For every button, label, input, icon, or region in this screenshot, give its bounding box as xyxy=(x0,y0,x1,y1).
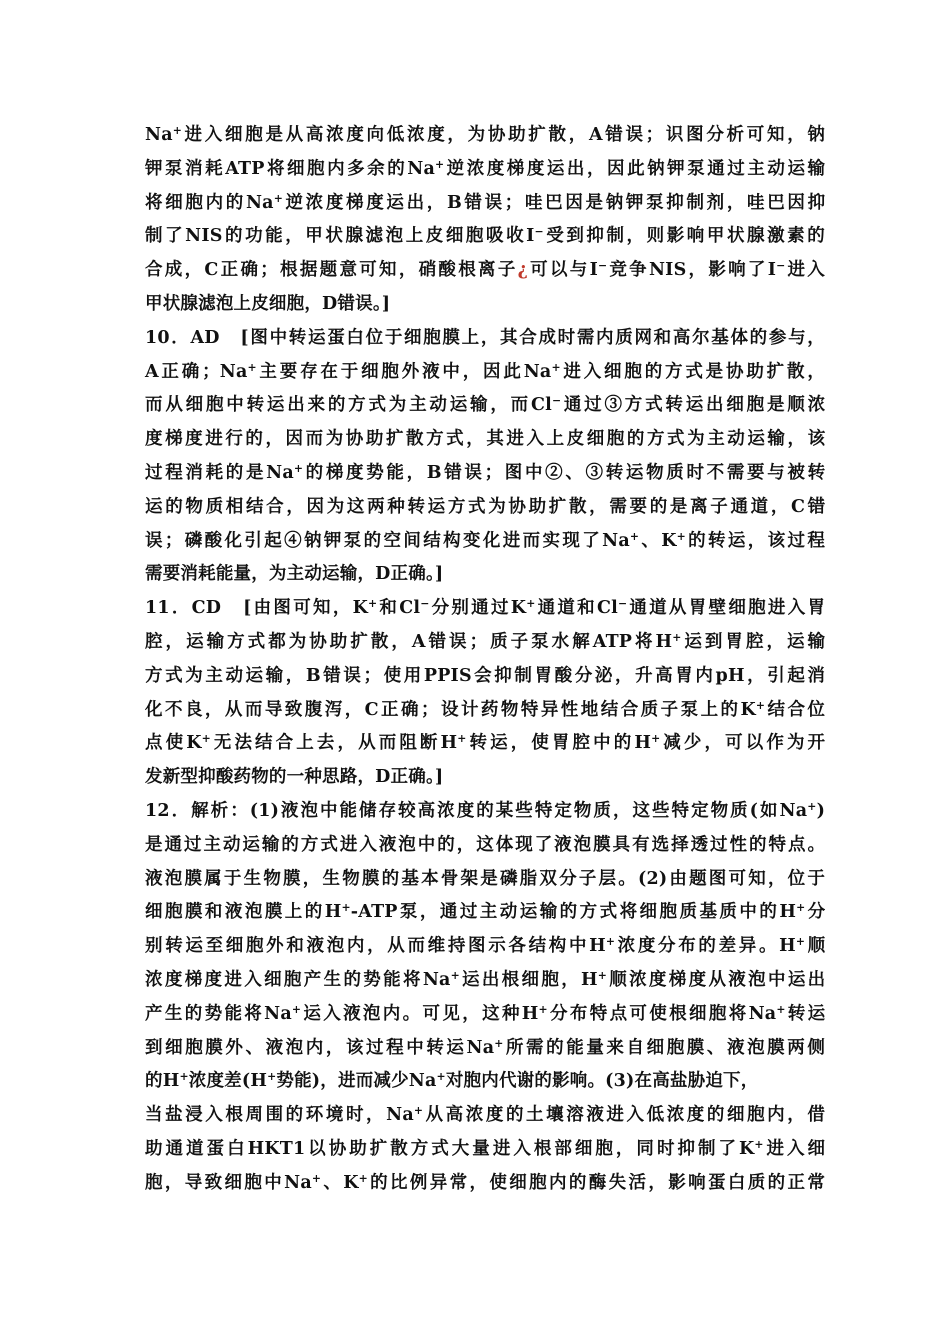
text-line: Na+进入细胞是从高浓度向低浓度，为协助扩散，A错误；识图分析可知，钠 xyxy=(145,124,826,145)
text-line: 11．CD [由图可知，K+和Cl−分别通过K+通道和Cl−通道从胃壁细胞进入胃 xyxy=(145,597,826,619)
answer-text-body xyxy=(145,119,825,1201)
text-line: 点使K+无法结合上去，从而阻断H+转运，使胃腔中的H+减少，可以作为开 xyxy=(145,732,826,754)
text-line: 胞，导致细胞中Na+、K+的比例异常，使细胞内的酶失活，影响蛋白质的正常 xyxy=(145,1171,826,1193)
text-line: 细胞膜和液泡膜上的H+-ATP泵，通过主动运输的方式将细胞质基质中的H+分 xyxy=(145,901,826,923)
text-line: 而从细胞中转运出来的方式为主动运输，而Cl−通过③方式转运出细胞是顺浓 xyxy=(145,394,826,416)
text-line: 需要消耗能量，为主动运输，D正确。] xyxy=(145,564,444,585)
text-line: A正确；Na+主要存在于细胞外液中，因此Na+进入细胞的方式是协助扩散， xyxy=(145,360,826,382)
text-line: 过程消耗的是Na+的梯度势能，B错误；图中②、③转运物质时不需要与被转 xyxy=(145,462,826,483)
text-line: 12．解析：(1)液泡中能储存较高浓度的某些特定物质，这些特定物质(如Na+) xyxy=(145,799,826,821)
text-line: 到细胞膜外、液泡内，该过程中转运Na+所需的能量来自细胞膜、液泡膜两侧 xyxy=(145,1036,826,1058)
text-line: 方式为主动运输，B错误；使用PPIS会抑制胃酸分泌，升高胃内pH，引起消 xyxy=(145,665,826,686)
text-line: 别转运至细胞外和液泡内，从而维持图示各结构中H+浓度分布的差异。H+顺 xyxy=(145,935,826,957)
text-line: 浓度梯度进入细胞产生的势能将Na+运出根细胞，H+顺浓度梯度从液泡中运出 xyxy=(145,968,826,990)
text-line: 甲状腺滤泡上皮细胞，D错误。] xyxy=(145,293,391,314)
text-line: 当盐浸入根周围的环境时，Na+从高浓度的土壤溶液进入低浓度的细胞内，借 xyxy=(145,1104,826,1126)
text-line: 误；磷酸化引起④钠钾泵的空间结构变化进而实现了Na+、K+的转运，该过程 xyxy=(145,529,826,551)
text-line: 是通过主动运输的方式进入液泡中的，这体现了液泡膜具有选择透过性的特点。 xyxy=(145,834,826,855)
text-line: 腔，运输方式都为协助扩散，A错误；质子泵水解ATP将H+运到胃腔，运输 xyxy=(145,631,826,652)
text-line: 钾泵消耗ATP将细胞内多余的Na+逆浓度梯度运出，因此钠钾泵通过主动运输 xyxy=(145,157,826,179)
text-line: 产生的势能将Na+运入液泡内。可见，这种H+分布特点可使根细胞将Na+转运 xyxy=(145,1002,826,1024)
text-line: 将细胞内的Na+逆浓度梯度运出，B错误；哇巴因是钠钾泵抑制剂，哇巴因抑 xyxy=(145,191,826,213)
text-line: 发新型抑酸药物的一种思路，D正确。] xyxy=(145,767,444,788)
text-line: 10．AD [图中转运蛋白位于细胞膜上，其合成时需内质网和高尔基体的参与， xyxy=(145,327,825,348)
text-line: 合成，C正确；根据题意可知，硝酸根离子¿可以与I−竞争NIS，影响了I−进入 xyxy=(145,259,825,281)
text-line: 的H+浓度差(H+势能)，进而减少Na+对胞内代谢的影响。(3)在高盐胁迫下， xyxy=(145,1070,759,1092)
text-line: 运的物质相结合，因为这两种转运方式为协助扩散，需要的是离子通道，C错 xyxy=(145,496,826,517)
text-line: 助通道蛋白HKT1以协助扩散方式大量进入根部细胞，同时抑制了K+进入细 xyxy=(145,1137,826,1159)
text-line: 度梯度进行的，因而为协助扩散方式，其进入上皮细胞的方式为主动运输，该 xyxy=(145,429,826,450)
text-line: 液泡膜属于生物膜，生物膜的基本骨架是磷脂双分子层。(2)由题图可知，位于 xyxy=(145,868,826,889)
text-line: 制了NIS的功能，甲状腺滤泡上皮细胞吸收I−受到抑制，则影响甲状腺激素的 xyxy=(145,225,825,247)
text-line: 化不良，从而导致腹泻，C正确；设计药物特异性地结合质子泵上的K+结合位 xyxy=(145,698,826,720)
